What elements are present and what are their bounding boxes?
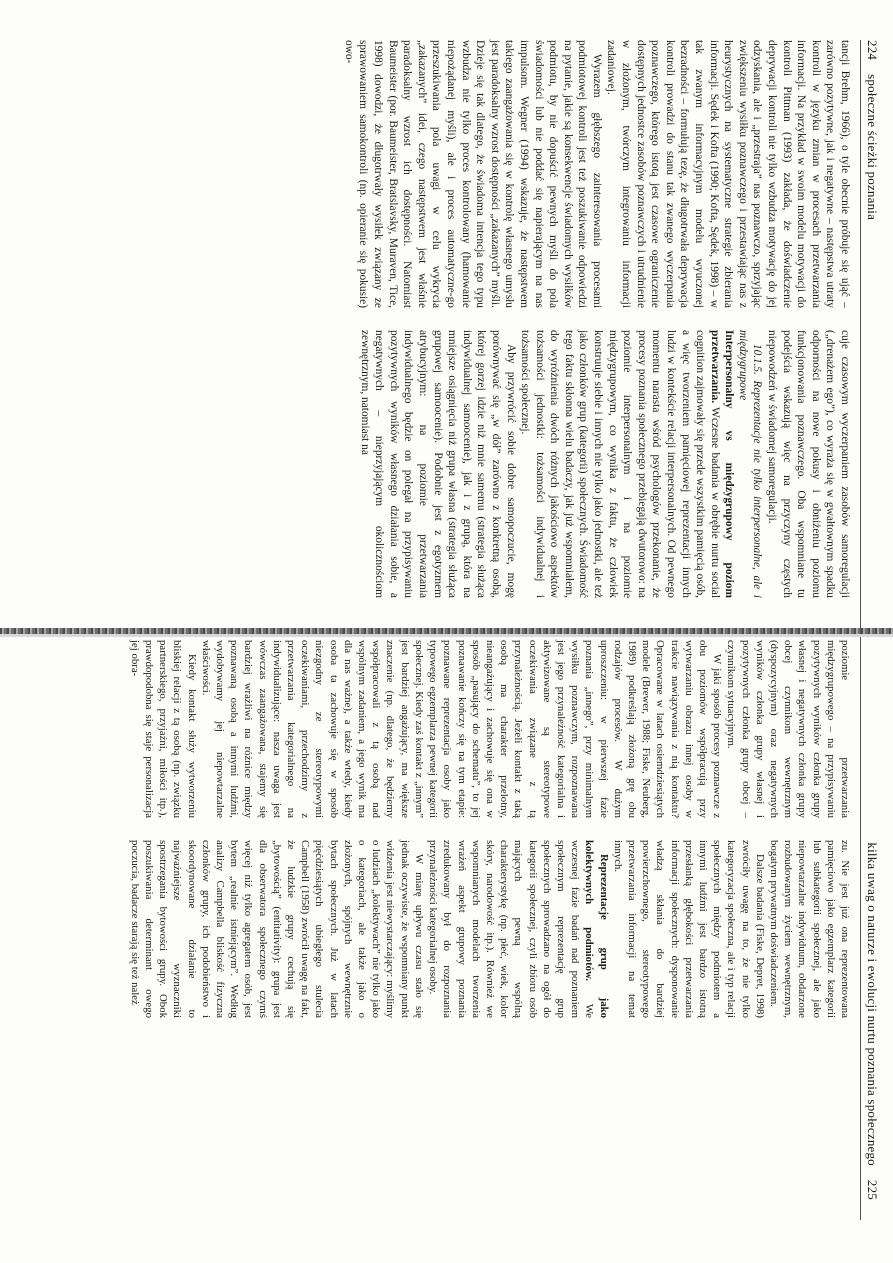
running-head-title: społeczne ścieżki poznania [865,74,880,221]
column-2 [341,330,852,598]
page-number: 224 [865,40,880,61]
paragraph [518,330,737,598]
column-1 [341,40,852,308]
paragraph-lead: Reprezentacje grup jako kolektywnych podmiotów. [583,840,610,1018]
column-1 [128,640,852,818]
section-heading: 10.1.5. Reprezentacje nie tylko interpersonalne, ale i międzygrupowe [737,330,764,598]
paragraph: poziomie przetwarzania międzygrupowego – na przypisywaniu pozytywnych wyników członka grupy własnej i negatywnych członka grupy obcej czynnikom wewnętrznym (dyspozycyjnym) oraz negatywnych wyników członka grupy własnej i pozytywnych członka grupy obcej – czynnikom sytuacyjnym. [725,640,851,818]
page-columns [128,640,852,1200]
paragraph: W miarę upływu czasu stało się jednak oczywiste, że wspomniany punkt widzenia jest niewystarczający: myślimy o ludziach „kolektywach” nie tylko jako o kategoriach, ale także jako o złożonych, spójnych wewnętrznie bytach społecznych. Już w latach pięćdziesiątych ubiegłego stulecia Campbell (1958) zwrócił uwagę na fakt, że ludzkie grupy cechują się „bytowością” (entitativity): grupa jest dla obserwatora społecznego czymś więcej niż tylko agregatem osób, jest bytem „realnie istniejącym”. Według analizy Campbella bliskość fizyczna członków grupy, ich podobieństwo i skoordynowane działanie to najważniejsze wyznaczniki spostrzegania bytowości grupy. Obok poszukiwania determinant owego poczucia, badacze starają się też należ [128,840,425,1018]
paragraph: tancji Brehm, 1966), o tyle obecnie próbuje się ująć – zarówno pozytywne, jak i negatywne – następstwa utraty kontroli w języku zmian w procesach przetwarzania informacji. Na przykład w swoim modelu motywacji do kontroli Pittman (1993) zakłada, że doświadczenie deprywacji kontroli nie tylko wzbudza motywację do jej odzyskania, ale i „przestraja” nas poznawczo, sprzyjając zwiększeniu wysiłku poznawczego i przestawiając nas z heurystycznych na systematyczne strategie zbierania informacji. Sędek i Kofta (1990; Kofta, Sędek, 1998) – w tak zwanym informacyjnym modelu wyuczonej bezradności – formułują tezę, że długotrwała deprywacja kontroli prowadzi do stanu tak zwanego wyczerpania poznawczego, którego istotą jest czasowe ograniczenie dostępnych jednostce zasobów poznawczych i utrudnienie w złożonym, twórczym integrowaniu informacji zadaniowej. [605,40,851,308]
paragraph: cuje czasowym wyczerpaniem zasobów samoregulacji („drenażem ego”), co wyraża się w gwałtownym spadku odporności na nowe pokusy i obniżeniu poziomu funkcjonowania poznawczego. Oba wspomniane tu podejścia wskazują więc na przyczyny częstych niepowodzeń w świadomej samoregulacji. [766,330,851,598]
paragraph-lead: Interpersonalny vs międzygrupowy poziom przetwarzania. [708,330,736,598]
running-head-title: kilka uwag o naturze i ewolucji nurtu poznania społecznego [865,842,880,1166]
paragraph [426,840,611,1018]
paragraph: W jaki sposób procesy poznawcze z obu poziomów współpracują przy wytwarzaniu obrazu innej osoby w trakcie nawiązywania z nią kontaktu? Opracowane w latach osiemdziesiątych modele (Brewer, 1988; Fiske, Neuberg, 1989) podkreślają złożoną grę obu rodzajów procesów. W dużym uproszczeniu: w pierwszej fazie poznania „innego”, przy minimalnym wysiłku poznawczym, rozpoznawana jest jego przynależność kategorialna i aktywizowane są stereotypowe oczekiwania związane z tą przynależnością. Jeżeli kontakt z taką osobą ma charakter przelotny, nieangażujący i zachowuje się ona w sposób „pasujący do schematu”, to jej poznawanie kończy się na tym etapie: poznawane reprezentacja osoby jako typowego egzemplarza pewnej kategorii społecznej. Kiedy zaś kontakt z „innym” jest bardziej angażujący, ma większe znaczenie (np. dlatego, że będziemy współpracowali z tą osobą nad wspólnym zadaniem, a jego wynik ma dla nas ważne), a także wtedy, kiedy osoba ta zachowuje się w sposób niezgodny ze stereotypowymi oczekiwaniami, przechodzimy z przetwarzania kategorialnego na indywidualizujące: nasza uwaga jest wówczas zaangażowana, stajemy się bardziej wrażliwi na różnice między poznawaną osobą a innymi ludźmi, wydobywamy jej niepowtarzalne właściwości. [199,640,724,818]
paragraph-body: We wczesnej fazie badań nad poznaniem społecznym reprezentację grup społecznych sprowadzano na ogół do kategorii społecznej, czyli zbioru osób mających pewną wspólną charakterystykę (np. płeć, wiek, kolor skóry, narodowość itp.). Również we wspomnianych modelach tworzenia wrażeń aspekt grupowy poznania zredukowany był do rozpoznania przynależności kategorialnej osoby. [427,840,596,1018]
paragraph-body: Wczesne badania w obrębie nurtu social cognition zajmowały się przede wszystkim pamięcią osób, a więc tworzeniem pamięciowej reprezentacji innych ludzi w kontekście relacji interpersonalnych. Od pewnego momentu narasta wśród psychologów przekonanie, że procesy poznania społecznego przebiegają dwutorowo: na poziomie interpersonalnym i na poziomie międzygrupowym, co wynika z faktu, że człowiek konstruuje siebie i innych nie tylko jako jednostki, ale też jako członków grup (kategorii) społecznych. Świadomość tego faktu skłonna wielu badaczy, jak już wspomniałem, do wyróżnienia dwóch różnych jakościowo aspektów tożsamości jednostki: tożsamości indywidualnej i tożsamości społecznej. [519,330,721,598]
page-number: 225 [865,1179,880,1200]
book-fold-highlight [0,634,893,637]
page-225 [128,640,880,1200]
running-head-225 [860,640,880,1200]
paragraph: Aby przywrócić sobie dobre samopoczucie, mogę porównywać się „w dół” zarówno z konkretną osobą, której gorzej idzie niż mnie samemu (strategia służąca indywidualnej samoocenie), jak i z grupą, która na mniejsze osiągnięcia niż grupa własna (strategia służąca grupowej samoocenie). Podobnie jest z egotyzmem atrybucyjnym: na poziomie przetwarzania indywidualnego będzie on polegał na przypisywaniu pozytywnych wyników własnego działania sobie, a negatywnych – nieprzyjającym okolicznościom zewnętrznym, natomiast na [358,330,517,598]
column-2 [128,840,852,1018]
paragraph: Wyrazem głębszego zainteresowania procesami podmiotowej kontroli jest też poszukiwanie odpowiedzi na pytanie, jakie są konsekwencje świadomych wysiłków podmiotu, by nie dopuścić pewnych myśli do pola świadomości lub nie poddać się napierającym na nas impulsom. Wegner (1994) wskazuje, że następstwem takiego zaangażowania się w kontrolę własnego umysłu jest paradoksalny wzrost dostępności „zakazanych” myśli. Dzieje się tak dlatego, że świadoma intencja tego typu wzbudza nie tylko proces kontrolowany (hamowanie niepożądanej myśli), ale i proces automatyczne-go przeszukiwania pola uwagi w celu wykrycia „zakazanych” idei, czego następstwem jest właśnie paradoksalny wzrost ich dostępności. Natomiast Baumeister (por. Baumeister, Bratslavsky, Muraven, Tice, 1998) dowodzi, że długotrwały wysiłek związany ze sprawowaniem samokontroli (np. opieranie się pokusie) owo- [342,40,603,308]
paragraph: Kiedy kontakt służy wytworzeniu bliskiej relacji z tą osobą (np. związku partnerskiego, przyjaźni, miłości itp.), prawdopodobna się staje personalizacja jej obra- [128,640,198,818]
paragraph: zu. Nie jest już ona reprezentowana pamięciowo jako egzemplarz kategorii lub subkategorii społecznej, ale jako niepowtarzalne indywiduum, obdarzone rozbudowanym życiem wewnętrznym, bogatym prywatnym doświadczeniem. [767,840,851,1018]
paragraph: Dalsze badania (Fiske, Depret, 1998) zwróciły uwagę na to, że nie tylko kategoryzacja społeczna, ale i typ relacji społecznych między podmiotem a innymi ludźmi jest bardzo istotną przesłanką głębokości przetwarzania informacji społecznych: dysponowanie władzą skłania do bardziej powierzchownego, stereotypowego przetwarzania informacji na temat innych. [611,840,766,1018]
